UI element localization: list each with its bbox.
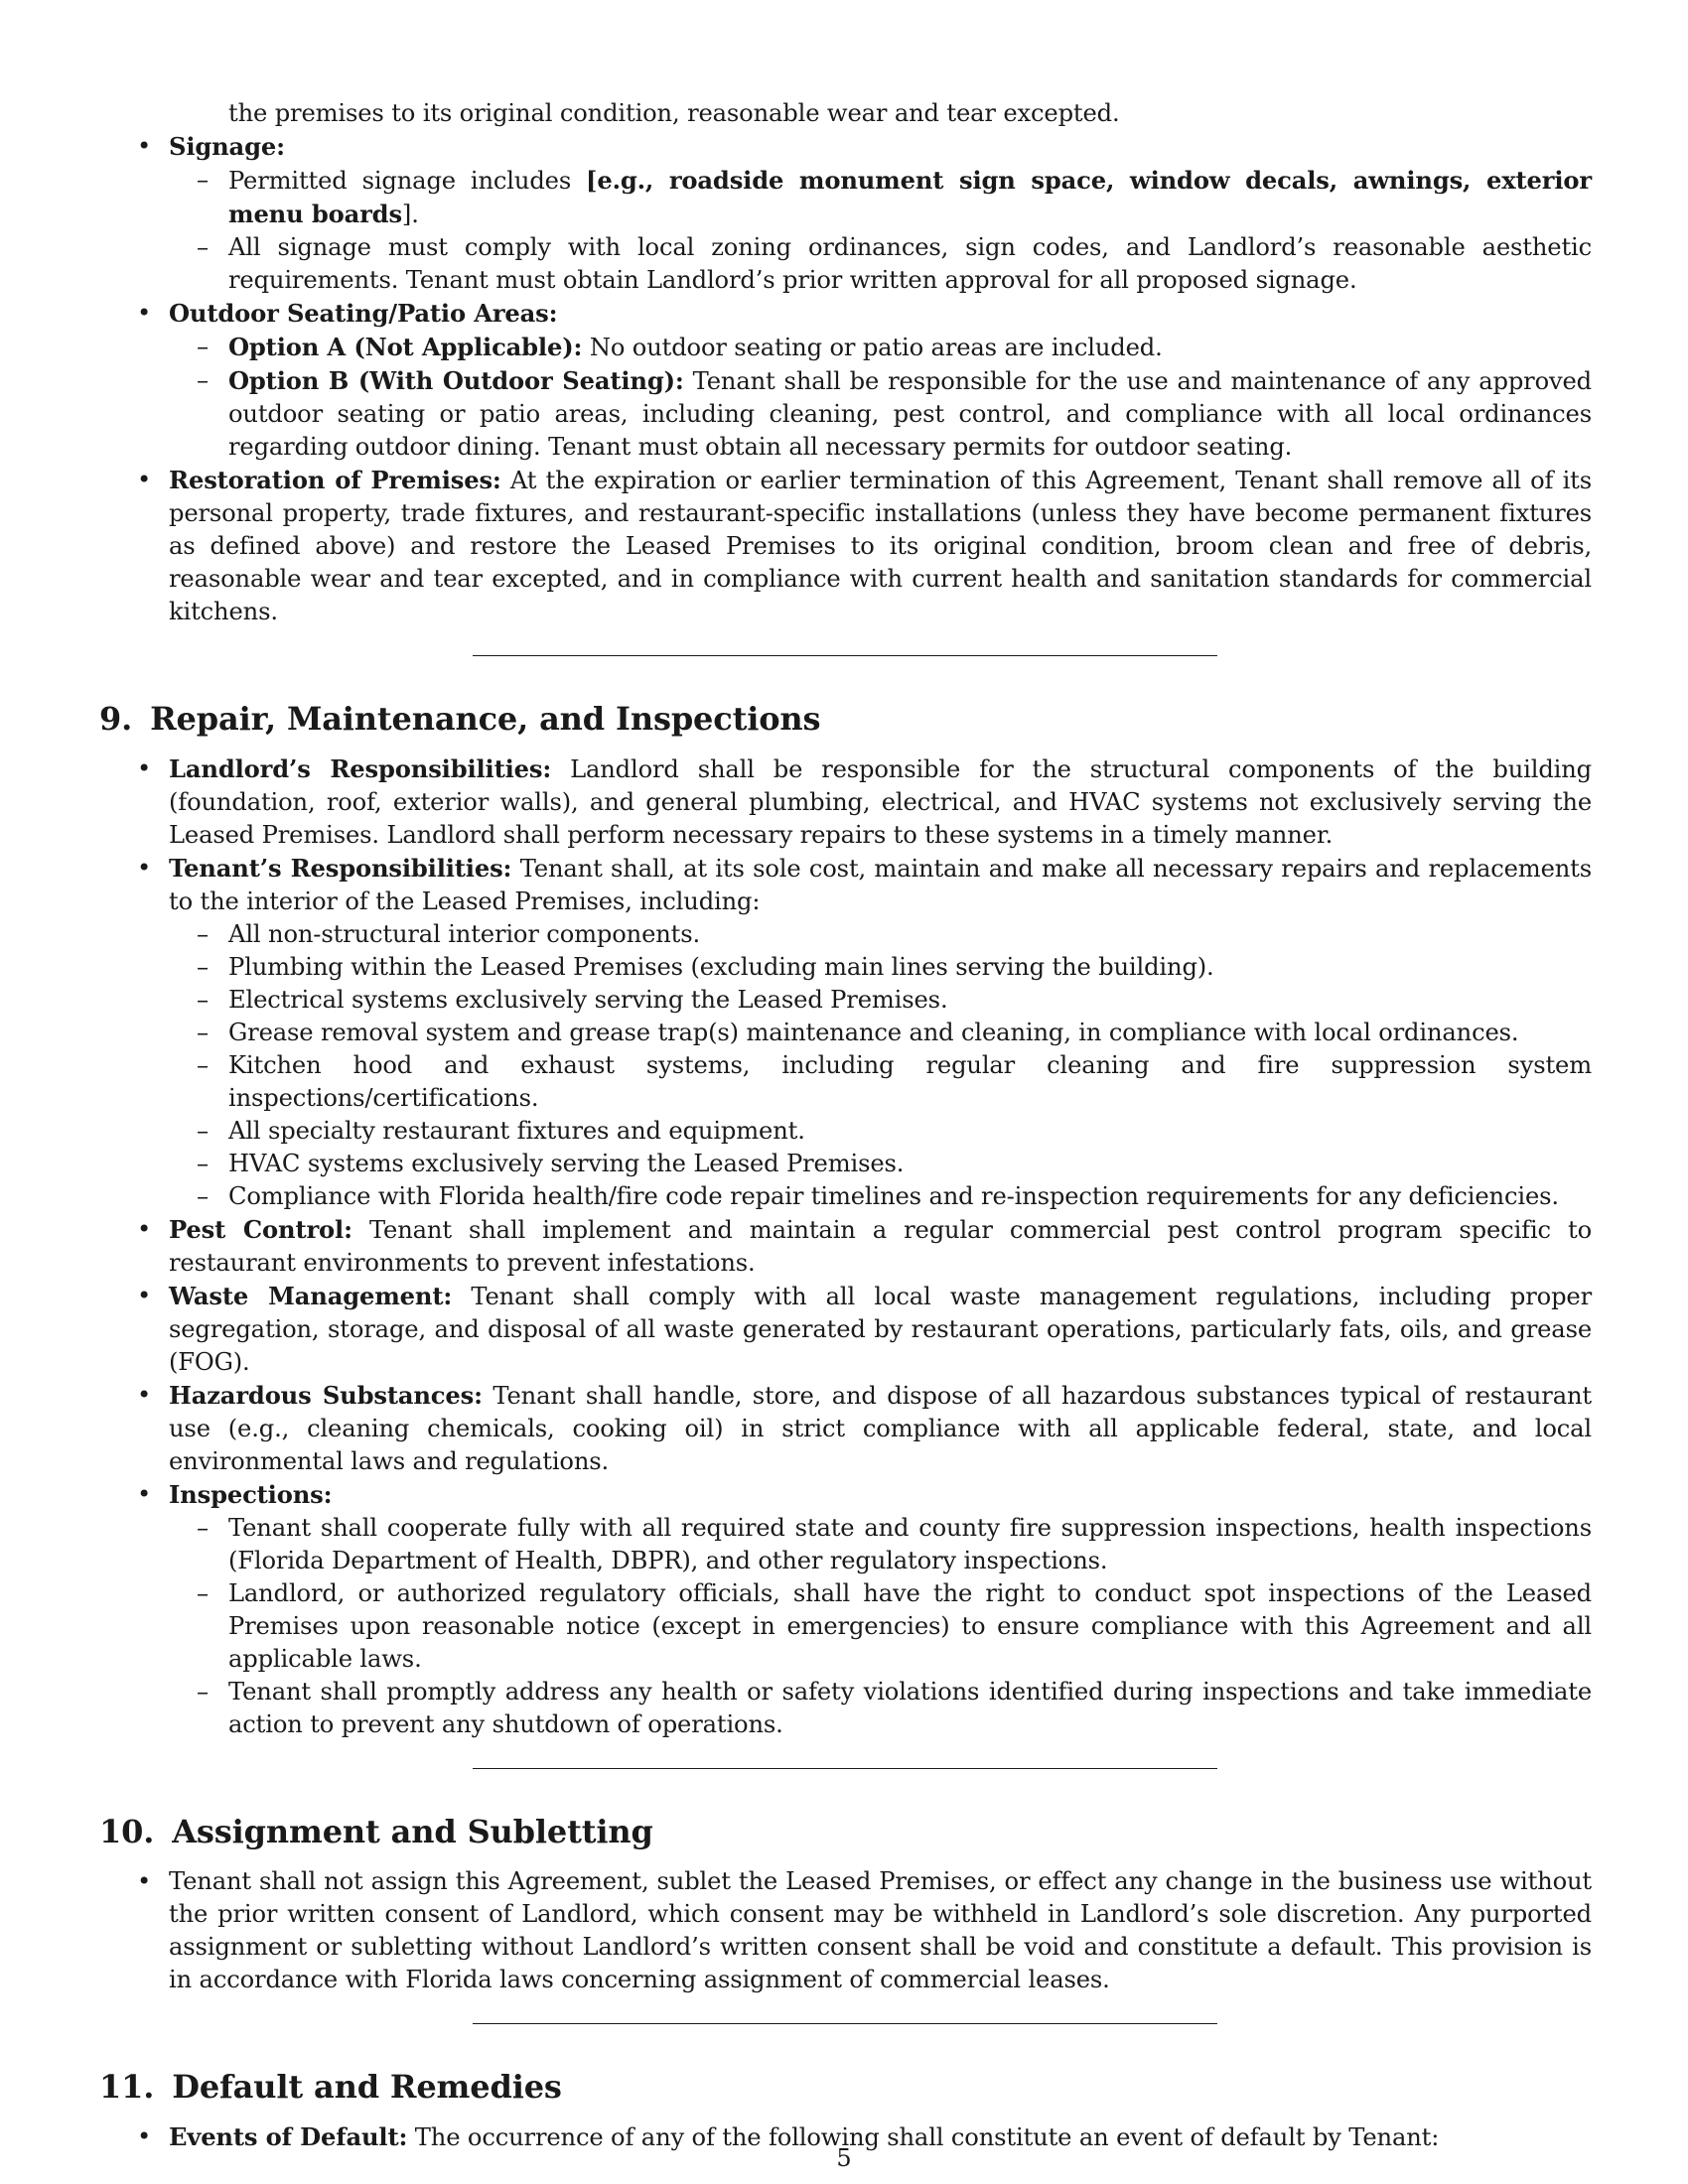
inspection-subitem: – Tenant shall promptly address any health or safety violations identified during inspections and take immediate action to prevent any shutdown of operations. bbox=[169, 1676, 1592, 1741]
tenant-subitem: – HVAC systems exclusively serving the Leased Premises. bbox=[169, 1148, 1592, 1180]
tenant-subitem: – Electrical systems exclusively serving the Leased Premises. bbox=[169, 984, 1592, 1017]
inspections-sublist bbox=[169, 1512, 1592, 1741]
outdoor-seating-label: Outdoor Seating/Patio Areas: bbox=[169, 299, 558, 328]
section-9-list bbox=[99, 752, 1592, 1741]
tenant-subitem: – Compliance with Florida health/fire code repair timelines and re-inspection requirements for any deficiencies. bbox=[169, 1180, 1592, 1213]
tenant-subitem: – All non-structural interior components. bbox=[169, 918, 1592, 951]
waste-management-item bbox=[99, 1280, 1592, 1379]
landlord-responsibilities-label: Landlord’s Responsibilities: bbox=[169, 754, 552, 783]
outdoor-seating-sublist bbox=[169, 331, 1592, 464]
option-a-text: No outdoor seating or patio areas are included. bbox=[582, 334, 1163, 361]
option-b-label: Option B (With Outdoor Seating): bbox=[228, 366, 684, 395]
inspections-label: Inspections: bbox=[169, 1480, 333, 1509]
tenant-subitem: – Grease removal system and grease trap(s) maintenance and cleaning, in compliance with local ordinances. bbox=[169, 1017, 1592, 1049]
section-11-number: 11. bbox=[99, 2068, 155, 2106]
section-divider bbox=[473, 2023, 1217, 2024]
section-divider bbox=[473, 655, 1217, 656]
outdoor-seating-item bbox=[99, 297, 1592, 464]
tenant-subitem: – Plumbing within the Leased Premises (excluding main lines serving the building). bbox=[169, 951, 1592, 984]
events-of-default-label: Events of Default: bbox=[169, 2122, 408, 2151]
waste-management-text: Tenant shall comply with all local waste management regulations, including proper segregation, storage, and disposal of all waste generated by restaurant operations, particularly fats, oils, and grease (FOG). bbox=[169, 1283, 1592, 1376]
section-9-number: 9. bbox=[99, 700, 133, 738]
section-10-title: Assignment and Subletting bbox=[172, 1813, 653, 1850]
events-of-default-text: The occurrence of any of the following shall constitute an event of default by Tenant: bbox=[407, 2123, 1440, 2151]
tenant-responsibilities-label: Tenant’s Responsibilities: bbox=[169, 854, 512, 883]
continuation-text: the premises to its original condition, reasonable wear and tear excepted. bbox=[228, 99, 1120, 127]
section-10-list bbox=[99, 1865, 1592, 1996]
signage-sublist bbox=[169, 164, 1592, 297]
inspections-item bbox=[99, 1478, 1592, 1741]
signage-label: Signage: bbox=[169, 132, 285, 161]
option-a-label: Option A (Not Applicable): bbox=[228, 333, 583, 361]
landlord-responsibilities-text: Landlord shall be responsible for the structural components of the building (foundation, roof, exterior walls), and general plumbing, electrical, and HVAC systems not exclusively serving the Leased Premises. Landlord shall perform necessary repairs to these systems in a timely manner. bbox=[169, 755, 1592, 849]
option-b-text: Tenant shall be responsible for the use and maintenance of any approved outdoor seating or patio areas, including cleaning, pest control, and compliance with all local ordinances regarding outdoor dining. Tenant must obtain all necessary permits for outdoor seating. bbox=[228, 367, 1592, 461]
signage-item1-text: Permitted signage includes bbox=[228, 167, 587, 195]
signage-item bbox=[99, 130, 1592, 297]
tenant-responsibilities-item bbox=[99, 852, 1592, 1213]
page-number: 5 bbox=[836, 2144, 852, 2172]
section-10-number: 10. bbox=[99, 1813, 155, 1850]
pest-control-label: Pest Control: bbox=[169, 1215, 352, 1244]
tenant-subitem: – All specialty restaurant fixtures and equipment. bbox=[169, 1115, 1592, 1148]
assignment-item: • Tenant shall not assign this Agreement, sublet the Leased Premises, or effect any change in the business use without the prior written consent of Landlord, which consent may be withheld in Landlord’s sole discretion. Any purported assignment or subletting without Landlord’s written consent shall be void and constitute a default. This provision is in accordance with Florida laws concerning assignment of commercial leases. bbox=[99, 1865, 1592, 1996]
inspection-subitem: – Landlord, or authorized regulatory officials, shall have the right to conduct spot inspections of the Leased Premises upon reasonable notice (except in emergencies) to ensure compliance with this Agreement and all applicable laws. bbox=[169, 1577, 1592, 1676]
section-10-heading bbox=[99, 1812, 1592, 1851]
tenant-subitem: – Kitchen hood and exhaust systems, including regular cleaning and fire suppression system inspections/certifications. bbox=[169, 1049, 1592, 1115]
signage-subitem bbox=[169, 231, 1592, 297]
inspection-subitem: – Tenant shall cooperate fully with all required state and county fire suppression inspections, health inspections (Florida Department of Health, DBPR), and other regulatory inspections. bbox=[169, 1512, 1592, 1577]
option-a-item bbox=[169, 331, 1592, 364]
restoration-text: At the expiration or earlier termination of this Agreement, Tenant shall remove all of its personal property, trade fixtures, and restaurant-specific installations (unless they have become permanent fixtures as defined above) and restore the Leased Premises to its original condition, broom clean and free of debris, reasonable wear and tear excepted, and in compliance with current health and sanitation standards for commercial kitchens. bbox=[169, 467, 1592, 625]
waste-management-label: Waste Management: bbox=[169, 1282, 453, 1310]
signage-subitem bbox=[169, 164, 1592, 231]
pest-control-item bbox=[99, 1213, 1592, 1280]
section-11-title: Default and Remedies bbox=[172, 2068, 562, 2106]
hazardous-substances-item bbox=[99, 1379, 1592, 1478]
signage-item2-text: All signage must comply with local zoning ordinances, sign codes, and Landlord’s reasonable aesthetic requirements. Tenant must obtain Landlord’s prior written approval for all proposed signage. bbox=[228, 233, 1592, 294]
section-9-title: Repair, Maintenance, and Inspections bbox=[150, 700, 821, 738]
tenant-responsibilities-sublist bbox=[169, 918, 1592, 1213]
option-b-item bbox=[169, 364, 1592, 464]
section-9-heading bbox=[99, 699, 1592, 739]
section-divider bbox=[473, 1768, 1217, 1769]
landlord-responsibilities-item bbox=[99, 752, 1592, 852]
hazardous-substances-label: Hazardous Substances: bbox=[169, 1381, 483, 1410]
signage-item1-bold: [e.g., roadside monument sign space, window decals, awnings, exterior menu boards bbox=[228, 166, 1592, 228]
signage-item1-end: ]. bbox=[401, 201, 419, 228]
hazardous-substances-text: Tenant shall handle, store, and dispose of all hazardous substances typical of restaurant use (e.g., cleaning chemicals, cooking oil) in strict compliance with all applicable federal, state, and local environmental laws and regulations. bbox=[169, 1382, 1592, 1475]
page-content bbox=[99, 97, 1592, 2154]
pest-control-text: Tenant shall implement and maintain a regular commercial pest control program specific to restaurant environments to prevent infestations. bbox=[169, 1216, 1593, 1277]
tenant-responsibilities-text: Tenant shall, at its sole cost, maintain and make all necessary repairs and replacements to the interior of the Leased Premises, including: bbox=[169, 855, 1592, 915]
section-8-list bbox=[99, 130, 1592, 628]
restoration-label: Restoration of Premises: bbox=[169, 466, 501, 494]
section-11-heading bbox=[99, 2067, 1592, 2107]
restoration-item bbox=[99, 464, 1592, 628]
